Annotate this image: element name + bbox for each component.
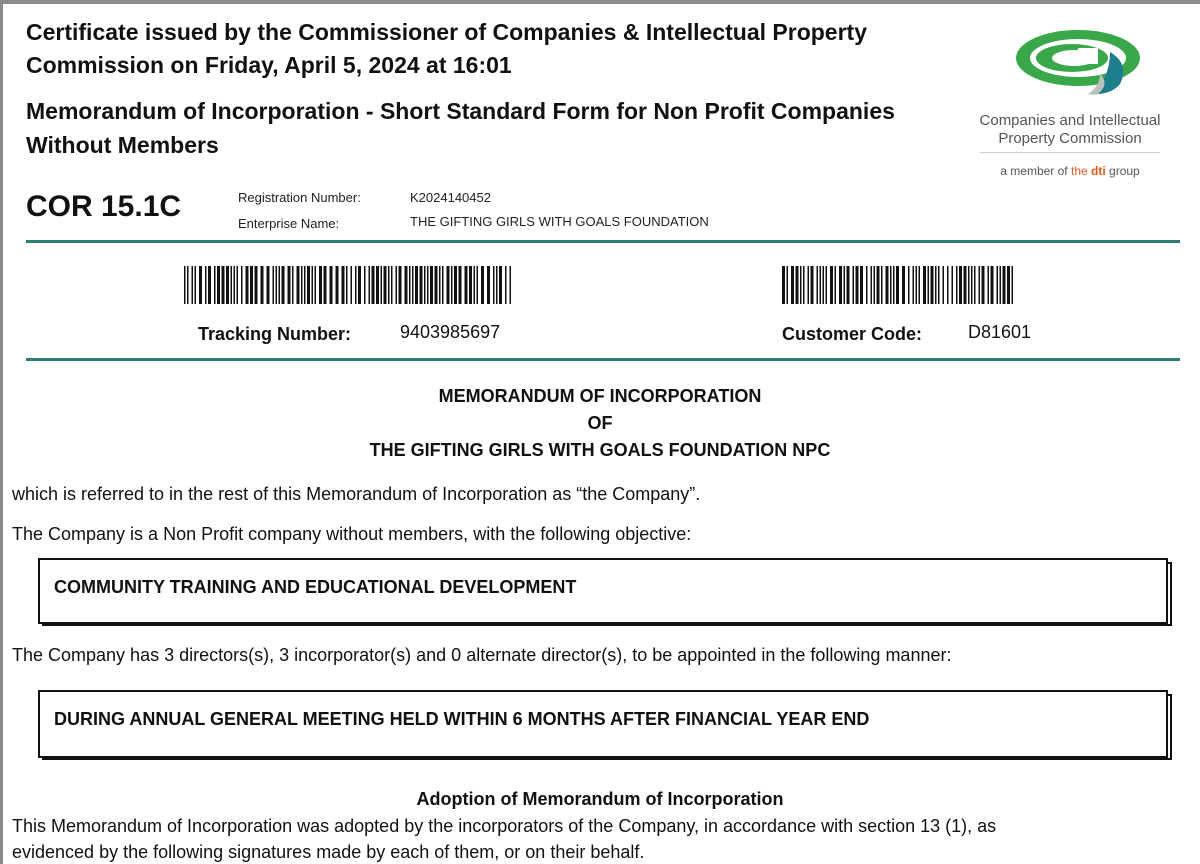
- barcode-bar: [496, 266, 498, 304]
- header-rule-bottom: [26, 358, 1180, 361]
- barcode-bar: [312, 266, 314, 304]
- barcode-bar: [279, 266, 281, 304]
- barcode-bar: [187, 266, 189, 304]
- customer-code-label: Customer Code:: [782, 324, 923, 344]
- barcode-bar: [830, 266, 833, 304]
- barcode-bar: [364, 266, 366, 304]
- barcode-bar: [947, 266, 949, 304]
- barcode-bar: [860, 266, 863, 304]
- barcode-bar: [424, 266, 426, 304]
- barcode-bar: [979, 266, 981, 304]
- barcode-bar: [319, 266, 322, 304]
- logo-tagline: [960, 164, 1180, 178]
- barcode-bar: [487, 266, 490, 304]
- barcode-bar: [952, 266, 954, 304]
- barcode-bar: [844, 266, 846, 304]
- barcode-bar: [469, 266, 472, 304]
- barcode-bar: [241, 266, 243, 304]
- barcode-bar: [261, 266, 264, 304]
- barcode-bar: [301, 266, 303, 304]
- barcode-bar: [465, 266, 468, 304]
- barcode-bar: [902, 266, 905, 304]
- barcode-bar: [991, 266, 994, 304]
- barcode-bar: [237, 266, 239, 304]
- moi-heading-line1: MEMORANDUM OF INCORPORATION: [438, 386, 762, 406]
- barcode-bar: [355, 266, 357, 304]
- barcode-bar: [381, 266, 383, 304]
- barcode-bar: [808, 266, 810, 304]
- barcode-bar: [853, 266, 855, 304]
- barcode-bar: [217, 266, 220, 304]
- certificate-line: Certificate issued by the Commissioner of Companies & Intellectual Property Commission on Friday, April 5, 2024 at 16:01: [26, 19, 867, 78]
- barcode-bar: [234, 266, 236, 304]
- adoption-line2: evidenced by the following signatures made by each of them, or on their behalf.: [12, 842, 645, 862]
- barcode-bar: [796, 266, 799, 304]
- moi-heading-line2: OF: [587, 413, 613, 433]
- barcode-bar: [968, 266, 970, 304]
- barcode-bar: [192, 266, 194, 304]
- adoption-heading: Adoption of Memorandum of Incorporation: [416, 789, 784, 809]
- barcode-bar: [315, 266, 317, 304]
- objective-intro-paragraph: The Company is a Non Profit company without members, with the following objective:: [12, 524, 692, 544]
- barcode-bar: [971, 266, 973, 304]
- logo-divider: [980, 152, 1160, 153]
- barcode-bar: [307, 266, 310, 304]
- barcode-bar: [459, 266, 462, 304]
- barcode-bar: [943, 266, 945, 304]
- cipc-logo: [960, 14, 1180, 184]
- barcode-bar: [451, 266, 453, 304]
- barcode-bar: [1000, 266, 1002, 304]
- barcode-bar: [369, 266, 371, 304]
- barcode-bar: [412, 266, 414, 304]
- barcode-bar: [276, 266, 278, 304]
- barcode-bar: [803, 266, 805, 304]
- tracking-number-value: 9403985697: [400, 322, 501, 342]
- logo-name-line2: Property Commission: [998, 130, 1142, 147]
- barcode-bar: [877, 266, 880, 304]
- barcode-bar: [297, 266, 300, 304]
- barcode-bar: [231, 266, 233, 304]
- barcode-bar: [847, 266, 850, 304]
- barcode-bar: [800, 266, 802, 304]
- barcode-bar: [481, 266, 484, 304]
- barcode-bar: [292, 266, 294, 304]
- barcode-bar: [442, 266, 444, 304]
- barcode-bar: [304, 266, 306, 304]
- barcode-bar: [982, 266, 985, 304]
- barcode-bar: [997, 266, 999, 304]
- barcode-bar: [358, 266, 361, 304]
- barcode-bar: [384, 266, 387, 304]
- barcode-bar: [205, 266, 207, 304]
- barcode-bar: [1007, 266, 1010, 304]
- adoption-line1: This Memorandum of Incorporation was adopted by the incorporators of the Company, in accordance with section 13 (1), as: [12, 816, 997, 836]
- barcode-bar: [835, 266, 837, 304]
- barcode-bar: [886, 266, 889, 304]
- barcode-bar: [184, 266, 186, 304]
- barcode-bar: [396, 266, 398, 304]
- barcode-bar: [928, 266, 930, 304]
- barcode-bar: [288, 266, 291, 304]
- barcode-bar: [430, 266, 433, 304]
- barcode-bar: [199, 266, 202, 304]
- barcode-bar: [499, 266, 502, 304]
- barcode-bar: [474, 266, 476, 304]
- logo-tag-prefix: a member of: [1000, 164, 1071, 178]
- barcode-bar: [956, 266, 958, 304]
- enterprise-name-label: Enterprise Name:: [238, 216, 340, 231]
- header-rule-top: [26, 240, 1180, 243]
- moi-heading-company: THE GIFTING GIRLS WITH GOALS FOUNDATION NPC: [369, 440, 831, 460]
- barcode-bar: [791, 266, 794, 304]
- barcode-bar: [439, 266, 441, 304]
- barcode-bar: [820, 266, 822, 304]
- barcode-bar: [409, 266, 411, 304]
- customer-barcode: [782, 266, 1014, 304]
- barcode-bar: [919, 266, 921, 304]
- tracking-barcode: [184, 266, 514, 304]
- barcode-bar: [420, 266, 423, 304]
- barcode-bar: [208, 266, 211, 304]
- barcode-bar: [931, 266, 934, 304]
- company-reference-paragraph: which is referred to in the rest of this Memorandum of Incorporation as “the Company”.: [12, 484, 701, 504]
- form-code: COR 15.1C: [26, 190, 182, 223]
- barcode-bar: [811, 266, 814, 304]
- barcode-bar: [447, 266, 450, 304]
- barcode-bar: [273, 266, 275, 304]
- barcode-bar: [342, 266, 345, 304]
- barcode-bar: [938, 266, 940, 304]
- logo-tag-dti: dti: [1091, 164, 1106, 178]
- directors-paragraph: The Company has 3 directors(s), 3 incorporator(s) and 0 alternate director(s), to be appointed in the following manner:: [12, 645, 952, 665]
- barcode-bar: [255, 266, 258, 304]
- barcode-bar: [974, 266, 976, 304]
- barcode-bar: [477, 266, 479, 304]
- appointment-text: DURING ANNUAL GENERAL MEETING HELD WITHIN 6 MONTHS AFTER FINANCIAL YEAR END: [54, 709, 870, 729]
- appointment-box: [38, 690, 1168, 758]
- logo-tag-the: the: [1070, 164, 1088, 178]
- form-title: Memorandum of Incorporation - Short Standard Form for Non Profit Companies Without Members: [26, 98, 895, 158]
- barcode-bar: [916, 266, 918, 304]
- barcode-bar: [935, 266, 937, 304]
- barcode-bar: [856, 266, 859, 304]
- barcode-bar: [372, 266, 375, 304]
- barcode-bar: [195, 266, 197, 304]
- barcode-bar: [510, 266, 512, 304]
- barcode-bar: [415, 266, 418, 304]
- barcode-bar: [923, 266, 926, 304]
- barcode-bar: [881, 266, 883, 304]
- barcode-bar: [267, 266, 270, 304]
- barcode-bar: [376, 266, 379, 304]
- barcode-bar: [435, 266, 438, 304]
- barcode-bar: [351, 266, 353, 304]
- logo-tag-suffix: group: [1105, 164, 1140, 178]
- barcode-bar: [391, 266, 393, 304]
- barcode-bar: [330, 266, 333, 304]
- objective-text: COMMUNITY TRAINING AND EDUCATIONAL DEVELOPMENT: [54, 577, 577, 597]
- barcode-bar: [871, 266, 873, 304]
- barcode-bar: [908, 266, 910, 304]
- cipc-logo-icon: [960, 14, 1180, 109]
- barcode-bar: [226, 266, 229, 304]
- customer-code-value: D81601: [968, 322, 1032, 342]
- tracking-number-label: Tracking Number:: [198, 324, 352, 344]
- registration-number-value: K2024140452: [410, 190, 491, 205]
- barcode-bar: [959, 266, 962, 304]
- barcode-bar: [399, 266, 402, 304]
- barcode-bar: [964, 266, 967, 304]
- barcode-bar: [896, 266, 899, 304]
- barcode-bar: [893, 266, 895, 304]
- barcode-bar: [427, 266, 429, 304]
- barcode-bar: [405, 266, 408, 304]
- barcode-bar: [454, 266, 457, 304]
- objective-box: [38, 558, 1168, 624]
- logo-name-line1: Companies and Intellectual: [979, 112, 1161, 129]
- barcode-bar: [866, 266, 868, 304]
- barcode-bar: [874, 266, 876, 304]
- barcode-bar: [823, 266, 825, 304]
- barcode-bar: [246, 266, 249, 304]
- barcode-bar: [493, 266, 495, 304]
- barcode-bar: [1012, 266, 1014, 304]
- barcode-bar: [1003, 266, 1006, 304]
- barcode-bar: [826, 266, 828, 304]
- barcode-bar: [505, 266, 507, 304]
- barcode-bar: [324, 266, 327, 304]
- window-top-border: [0, 0, 1200, 4]
- barcode-bar: [913, 266, 915, 304]
- barcode-bar: [839, 266, 842, 304]
- barcode-bar: [782, 266, 785, 304]
- barcode-bar: [346, 266, 348, 304]
- barcode-bar: [817, 266, 819, 304]
- barcode-bar: [336, 266, 339, 304]
- barcode-bar: [282, 266, 285, 304]
- registration-number-label: Registration Number:: [238, 190, 361, 205]
- barcode-bar: [388, 266, 390, 304]
- barcode-bar: [214, 266, 216, 304]
- enterprise-name-value: THE GIFTING GIRLS WITH GOALS FOUNDATION: [410, 214, 709, 229]
- barcode-bar: [787, 266, 789, 304]
- barcode-bar: [988, 266, 990, 304]
- barcode-bar: [222, 266, 225, 304]
- barcode-bar: [890, 266, 892, 304]
- barcode-bar: [250, 266, 253, 304]
